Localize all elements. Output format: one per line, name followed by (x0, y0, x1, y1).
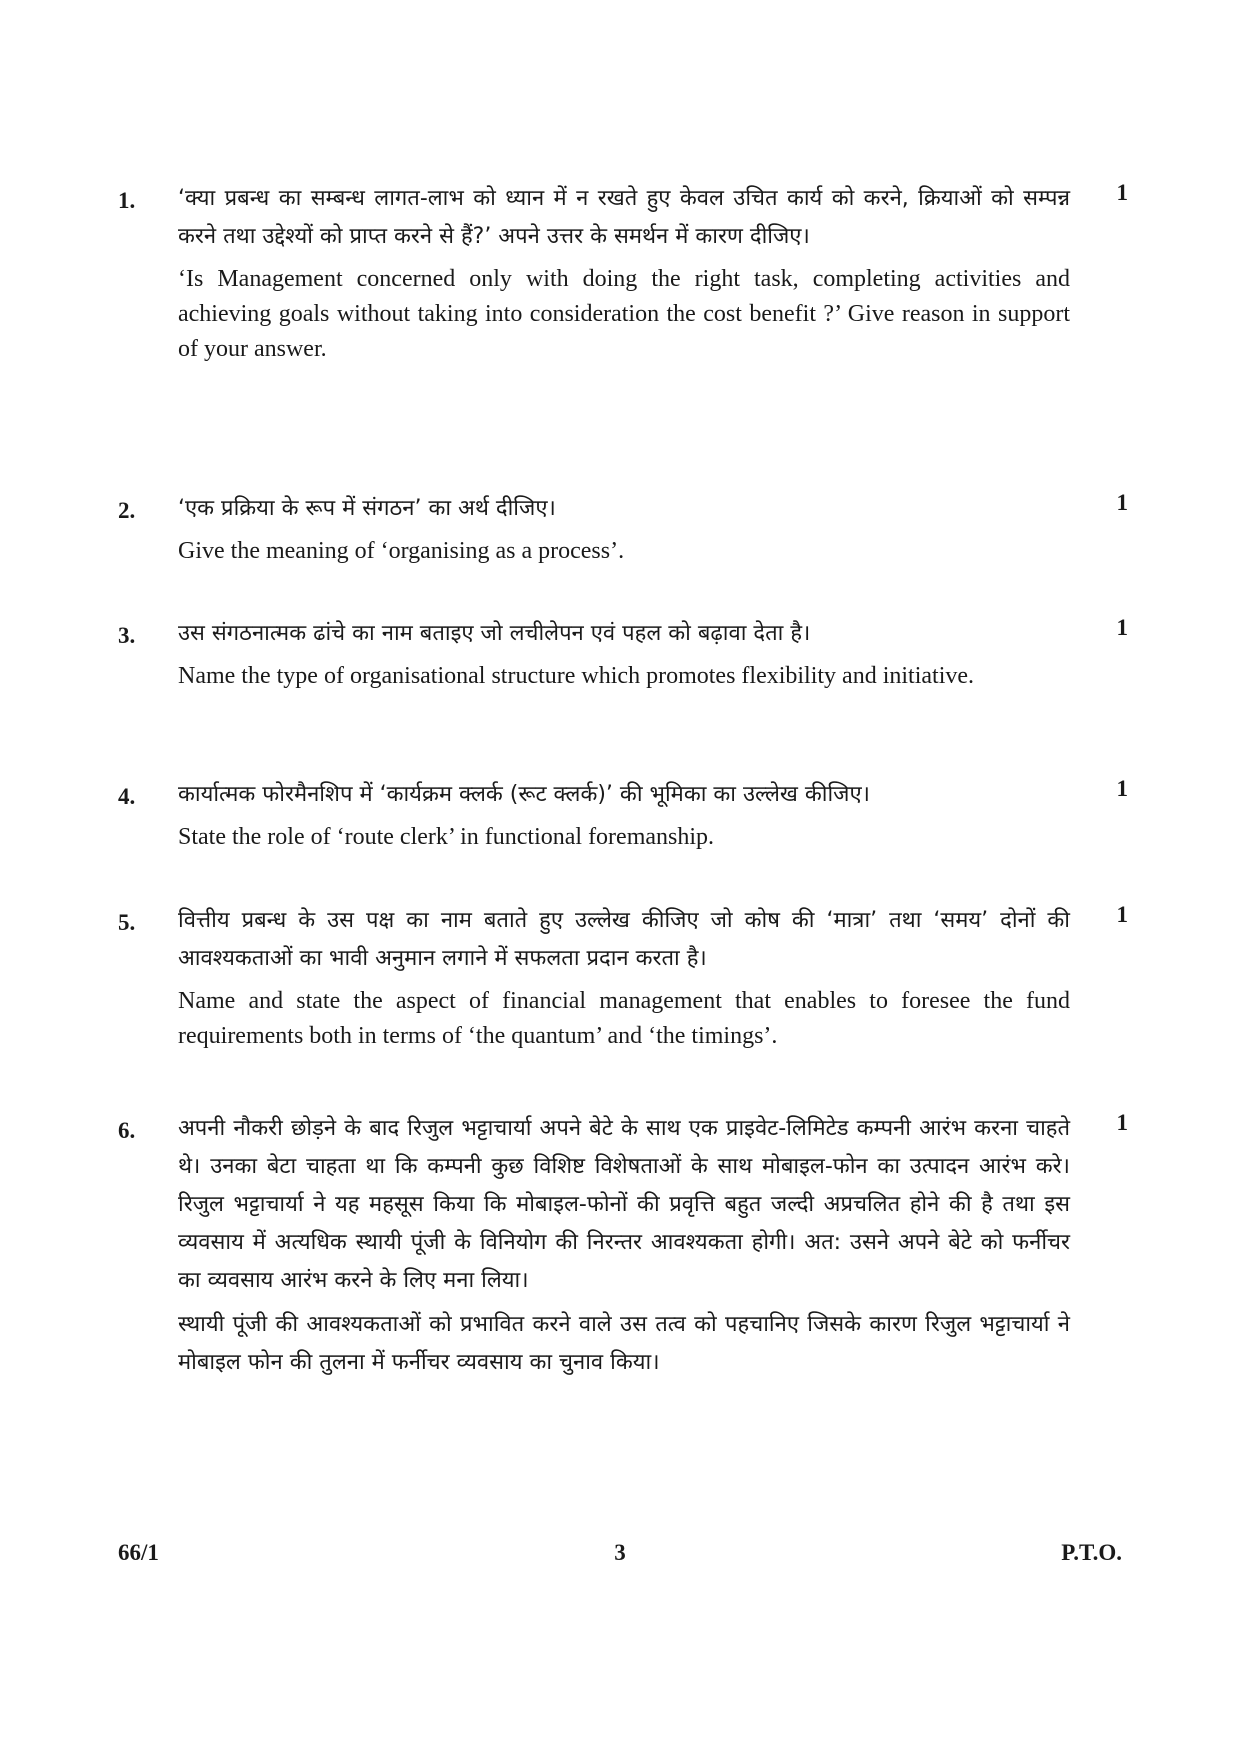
question-hindi-text: अपनी नौकरी छोड़ने के बाद रिजुल भट्टाचार्या अपने बेटे के साथ एक प्राइवेट-लिमिटेड कम्पनी आरंभ करना चाहते थे। उनका बेटा चाहता था कि कम्पनी कुछ विशिष्ट विशेषताओं के साथ मोबाइल-फोन का उत्पादन आरंभ करे। रिजुल भट्टाचार्या ने यह महसूस किया कि मोबाइल-फोनों की प्रवृत्ति बहुत जल्दी अप्रचलित होने की है तथा इस व्यवसाय में अत्यधिक स्थायी पूंजी के विनियोग की निरन्तर आवश्यकता होगी। अत: उसने अपने बेटे को फर्नीचर का व्यवसाय आरंभ करने के लिए मना लिया। (178, 1116, 1070, 1293)
question-hindi-subquestion: स्थायी पूंजी की आवश्यकताओं को प्रभावित करने वाले उस तत्व को पहचानिए जिसके कारण रिजुल भट्टाचार्या ने मोबाइल फोन की तुलना में फर्नीचर व्यवसाय का चुनाव किया। (178, 1312, 1070, 1375)
question-marks: 1 (1116, 776, 1128, 801)
question-number: 6. (118, 1118, 136, 1143)
footer-pto: P.T.O. (1061, 1540, 1122, 1565)
question-marks: 1 (1116, 615, 1128, 640)
question-english-text: Name the type of organisational structure which promotes flexibility and initiative. (178, 663, 975, 689)
question-hindi-text: उस संगठनात्मक ढांचे का नाम बताइए जो लचीलेपन एवं पहल को बढ़ावा देता है। (178, 621, 811, 646)
question-2 (118, 490, 1128, 569)
question-marks: 1 (1116, 490, 1128, 515)
question-hindi-text: ‘क्या प्रबन्ध का सम्बन्ध लागत-लाभ को ध्यान में न रखते हुए केवल उचित कार्य को करने, क्रियाओं को सम्पन्न करने तथा उद्देश्यों को प्राप्त करने से हैं?’ अपने उत्तर के समर्थन में कारण दीजिए। (178, 186, 1070, 249)
question-english-text: Name and state the aspect of financial management that enables to foresee the fund requirements both in terms of ‘the quantum’ and ‘the timings’. (178, 988, 1070, 1049)
question-number: 4. (118, 784, 136, 809)
question-4 (118, 776, 1128, 855)
question-marks: 1 (1116, 902, 1128, 927)
question-marks: 1 (1116, 180, 1128, 205)
question-number: 2. (118, 498, 136, 523)
question-number: 1. (118, 188, 136, 213)
question-english-text: Give the meaning of ‘organising as a process’. (178, 538, 625, 564)
question-1 (118, 180, 1128, 367)
question-hindi-text: कार्यात्मक फोरमैनशिप में ‘कार्यक्रम क्लर्क (रूट क्लर्क)’ की भूमिका का उल्लेख कीजिए। (178, 782, 871, 807)
question-english-text: ‘Is Management concerned only with doing the right task, completing activities and achieving goals without taking into consideration the cost benefit ?’ Give reason in support of your answer. (178, 266, 1070, 362)
question-number: 5. (118, 910, 136, 935)
question-hindi-text: ‘एक प्रक्रिया के रूप में संगठन’ का अर्थ दीजिए। (178, 496, 556, 521)
question-3 (118, 615, 1128, 694)
question-number: 3. (118, 623, 136, 648)
footer-paper-code: 66/1 (118, 1540, 159, 1565)
question-5 (118, 902, 1128, 1054)
question-hindi-text: वित्तीय प्रबन्ध के उस पक्ष का नाम बताते हुए उल्लेख कीजिए जो कोष की ‘मात्रा’ तथा ‘समय’ दोनों की आवश्यकताओं का भावी अनुमान लगाने में सफलता प्रदान करता है। (178, 908, 1070, 971)
question-marks: 1 (1116, 1110, 1128, 1135)
question-6 (118, 1110, 1128, 1382)
question-english-text: State the role of ‘route clerk’ in functional foremanship. (178, 824, 715, 850)
footer-page-number: 3 (614, 1540, 626, 1565)
